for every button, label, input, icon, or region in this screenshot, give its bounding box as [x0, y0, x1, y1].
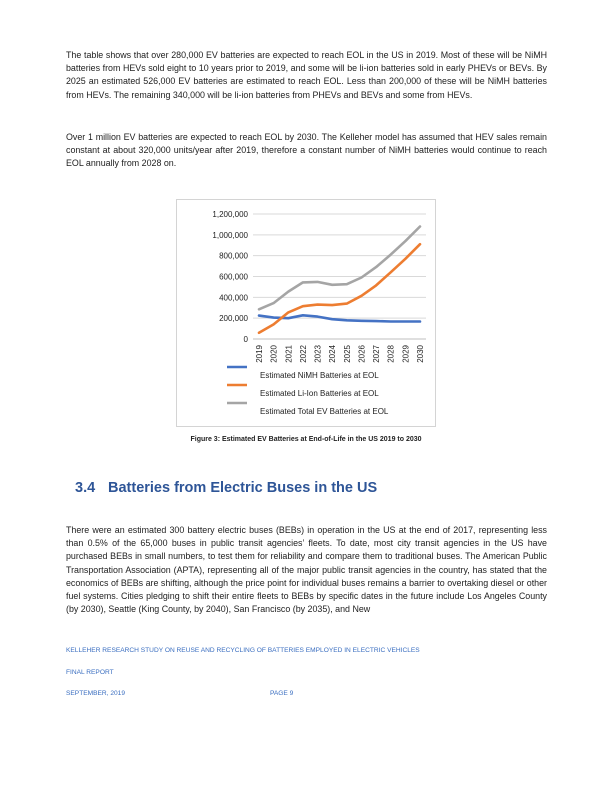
intro-paragraph: The table shows that over 280,000 EV batteries are expected to reach EOL in the US in 2019. Most of these will be NiMH batteries from HEVs sold eight to 10 years prior to 2019, and some will be li-ion batteries sold in early PHEVs or BEVs. By 2025 an estimated 526,000 EV batteries are estimated to reach EOL. Less than 200,000 of these will be NiMH batteries from HEVs. The remaining 340,000 will be li-ion batteries from PHEVs and BEVs and some from HEVs. — [66, 50, 547, 100]
x-tick-label: 2025 — [342, 345, 352, 363]
figure-caption: Figure 3: Estimated EV Batteries at End-of-Life in the US 2019 to 2030 — [190, 436, 422, 443]
x-tick-label: 2023 — [313, 345, 323, 363]
x-tick-label: 2030 — [416, 345, 425, 363]
y-tick-label: 800,000 — [219, 251, 248, 261]
y-tick-label: 200,000 — [219, 314, 248, 324]
x-tick-label: 2024 — [328, 345, 338, 363]
x-tick-label: 2028 — [386, 345, 396, 363]
section-title: Batteries from Electric Buses in the US — [108, 480, 378, 496]
y-tick-label: 0 — [243, 335, 248, 344]
x-tick-label: 2029 — [401, 345, 411, 363]
footer-study-title: KELLEHER RESEARCH STUDY ON REUSE AND RECYCLING OF BATTERIES EMPLOYED IN ELECTRIC VEHICLES — [66, 647, 420, 654]
x-tick-label: 2020 — [269, 345, 279, 363]
x-tick-label: 2027 — [372, 345, 382, 363]
legend-label: Estimated Total EV Batteries at EOL — [260, 407, 389, 416]
section-number: 3.4 — [75, 480, 96, 496]
section-heading — [75, 480, 377, 496]
electric-buses-paragraph: There were an estimated 300 battery electric buses (BEBs) in operation in the US at the end of 2017, representing less than 0.5% of the 65,000 buses in public transit agencies’ fleets. To date, most city transit agencies in the US have purchased BEBs in small numbers, to test them for reliability and compare them to traditional buses. The American Public Transportation Association (APTA), representing all of the major public transit agencies in the country, has stated that the economics of BEBs are shifting, although the price point for individual buses remains a barrier to overtaking diesel or other fuel systems. Cities pledging to shift their entire fleets to BEBs by specific dates in the future include Los Angeles County (by 2030), Seattle (King County, by 2040), San Francisco (by 2035), and New — [66, 525, 547, 615]
y-tick-label: 1,000,000 — [212, 230, 248, 240]
footer-report-label: FINAL REPORT — [66, 669, 114, 676]
eol-2030-paragraph: Over 1 million EV batteries are expected to reach EOL by 2030. The Kelleher model has assumed that HEV sales remain constant at about 320,000 units/year after 2019, therefore a constant number of NiMH batteries would continue to reach EOL annually from 2028 on. — [66, 132, 547, 169]
eol-chart — [176, 199, 436, 427]
y-tick-label: 1,200,000 — [212, 210, 248, 219]
x-tick-label: 2022 — [298, 345, 308, 363]
x-tick-label: 2021 — [284, 345, 294, 363]
eol-chart-svg — [177, 200, 435, 426]
footer-page-number: PAGE 9 — [270, 690, 294, 697]
y-tick-label: 600,000 — [219, 272, 248, 282]
legend-label: Estimated NiMH Batteries at EOL — [260, 371, 379, 380]
x-tick-label: 2026 — [357, 345, 367, 363]
y-tick-label: 400,000 — [219, 293, 248, 303]
x-tick-label: 2019 — [255, 345, 264, 363]
footer-date: SEPTEMBER, 2019 — [66, 690, 126, 697]
legend-label: Estimated Li-Ion Batteries at EOL — [260, 389, 379, 398]
